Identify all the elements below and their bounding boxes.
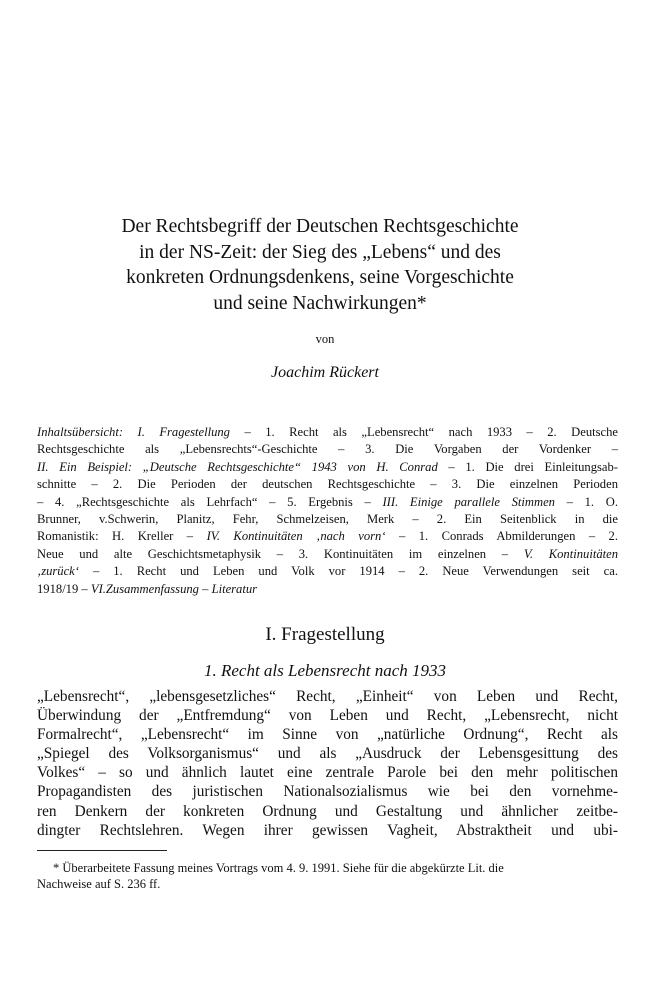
toc-italic-segment: III. Einige parallele Stimmen xyxy=(382,494,555,509)
body-line: Formalrecht“, „Lebensrecht“ im Sinne von „natürliche Ordnung“, Recht als xyxy=(37,726,618,744)
toc-italic-segment: IV. Kontinuitäten ‚nach vorn‘ xyxy=(206,529,386,544)
footnote xyxy=(37,860,618,892)
toc-line xyxy=(37,476,618,493)
section-heading: I. Fragestellung xyxy=(265,624,385,645)
table-of-contents xyxy=(37,424,618,598)
toc-segment: Brunner, v.Schwerin, Planitz, Fehr, Schmelzeisen, Merk – 2. Ein Seitenblick in die xyxy=(37,512,618,527)
toc-segment: 1918/19 – xyxy=(37,581,91,596)
body-line: Volkes“ – so und ähnlich lautet eine zentrale Parole bei den mehr politischen xyxy=(37,764,618,782)
toc-segment: schnitte – 2. Die Perioden der deutschen Rechtsgeschichte – 3. Die einzelnen Perioden xyxy=(37,477,618,492)
toc-italic-segment: II. Ein Beispiel: „Deutsche Rechtsgeschichte“ 1943 von H. Conrad xyxy=(37,459,438,474)
toc-italic-segment: Inhaltsübersicht: I. Fragestellung xyxy=(37,425,230,439)
body-paragraph xyxy=(37,687,618,840)
subsection-heading: 1. Recht als Lebensrecht nach 1933 xyxy=(203,661,447,680)
toc-segment: – 1. Recht als „Lebensrecht“ nach 1933 – 2. Deutsche xyxy=(229,425,619,439)
toc-segment: Rechtsgeschichte als „Lebensrechts“-Geschichte – 3. Die Vorgaben der Vordenker – xyxy=(37,442,618,457)
toc-line xyxy=(37,424,618,441)
toc-italic-segment: V. Kontinuitäten xyxy=(523,546,618,561)
toc-segment: – 4. „Rechtsgeschichte als Lehrfach“ – 5. Ergebnis – xyxy=(37,494,383,509)
body-line: „Spiegel des Volksorganismus“ und als „Ausdruck der Lebensgesittung des xyxy=(37,745,618,763)
title-line: und seine Nachwirkungen* xyxy=(213,292,427,314)
toc-segment: – 1. Conrads Abmilderungen – 2. xyxy=(385,529,619,544)
body-line: Überwindung der „Entfremdung“ von Leben und Recht, „Lebensrecht, nicht xyxy=(37,707,618,725)
body-line: Propagandisten des juristischen Nationalsozialismus wie bei den vornehme- xyxy=(37,783,618,801)
toc-line xyxy=(37,441,618,458)
toc-segment: Neue und alte Geschichtsmetaphysik – 3. Kontinuitäten im einzelnen – xyxy=(37,546,524,561)
byline-von: von xyxy=(315,332,335,346)
toc-segment: – 1. Recht und Leben und Volk vor 1914 – 2. Neue Verwendungen seit ca. xyxy=(78,564,618,579)
footnote-line: * Überarbeitete Fassung meines Vortrags vom 4. 9. 1991. Siehe für die abgekürzte Lit. die xyxy=(53,861,504,875)
toc-line xyxy=(37,546,618,563)
body-line: dingter Rechtslehren. Wegen ihrer gewissen Vagheit, Abstraktheit und ubi- xyxy=(37,821,618,839)
toc-line xyxy=(37,563,618,580)
toc-segment: – 1. O. xyxy=(554,494,618,509)
footnote-line: Nachweise auf S. 236 ff. xyxy=(37,877,161,891)
toc-italic-segment: VI.Zusammenfassung – Literatur xyxy=(90,581,258,596)
footnote-divider xyxy=(37,850,167,851)
toc-segment: Romanistik: H. Kreller – xyxy=(37,529,207,544)
body-line: ren Denkern der konkreten Ordnung und Gestaltung und ähnlicher zeitbe- xyxy=(37,802,618,820)
author-name: Joachim Rückert xyxy=(271,364,379,381)
toc-line xyxy=(37,459,618,476)
title-line: konkreten Ordnungsdenkens, seine Vorgeschichte xyxy=(126,267,514,288)
toc-line xyxy=(37,528,618,545)
article-title xyxy=(60,214,580,316)
toc-line xyxy=(37,581,618,598)
toc-segment: – 1. Die drei Einleitungsab- xyxy=(437,459,618,474)
toc-line xyxy=(37,494,618,511)
toc-line xyxy=(37,511,618,528)
title-line: in der NS-Zeit: der Sieg des „Lebens“ und des xyxy=(139,241,501,263)
toc-italic-segment: ‚zurück‘ xyxy=(37,564,79,579)
title-line: Der Rechtsbegriff der Deutschen Rechtsgeschichte xyxy=(121,216,519,237)
body-line: „Lebensrecht“, „lebensgesetzliches“ Recht, „Einheit“ von Leben und Recht, xyxy=(37,688,618,705)
